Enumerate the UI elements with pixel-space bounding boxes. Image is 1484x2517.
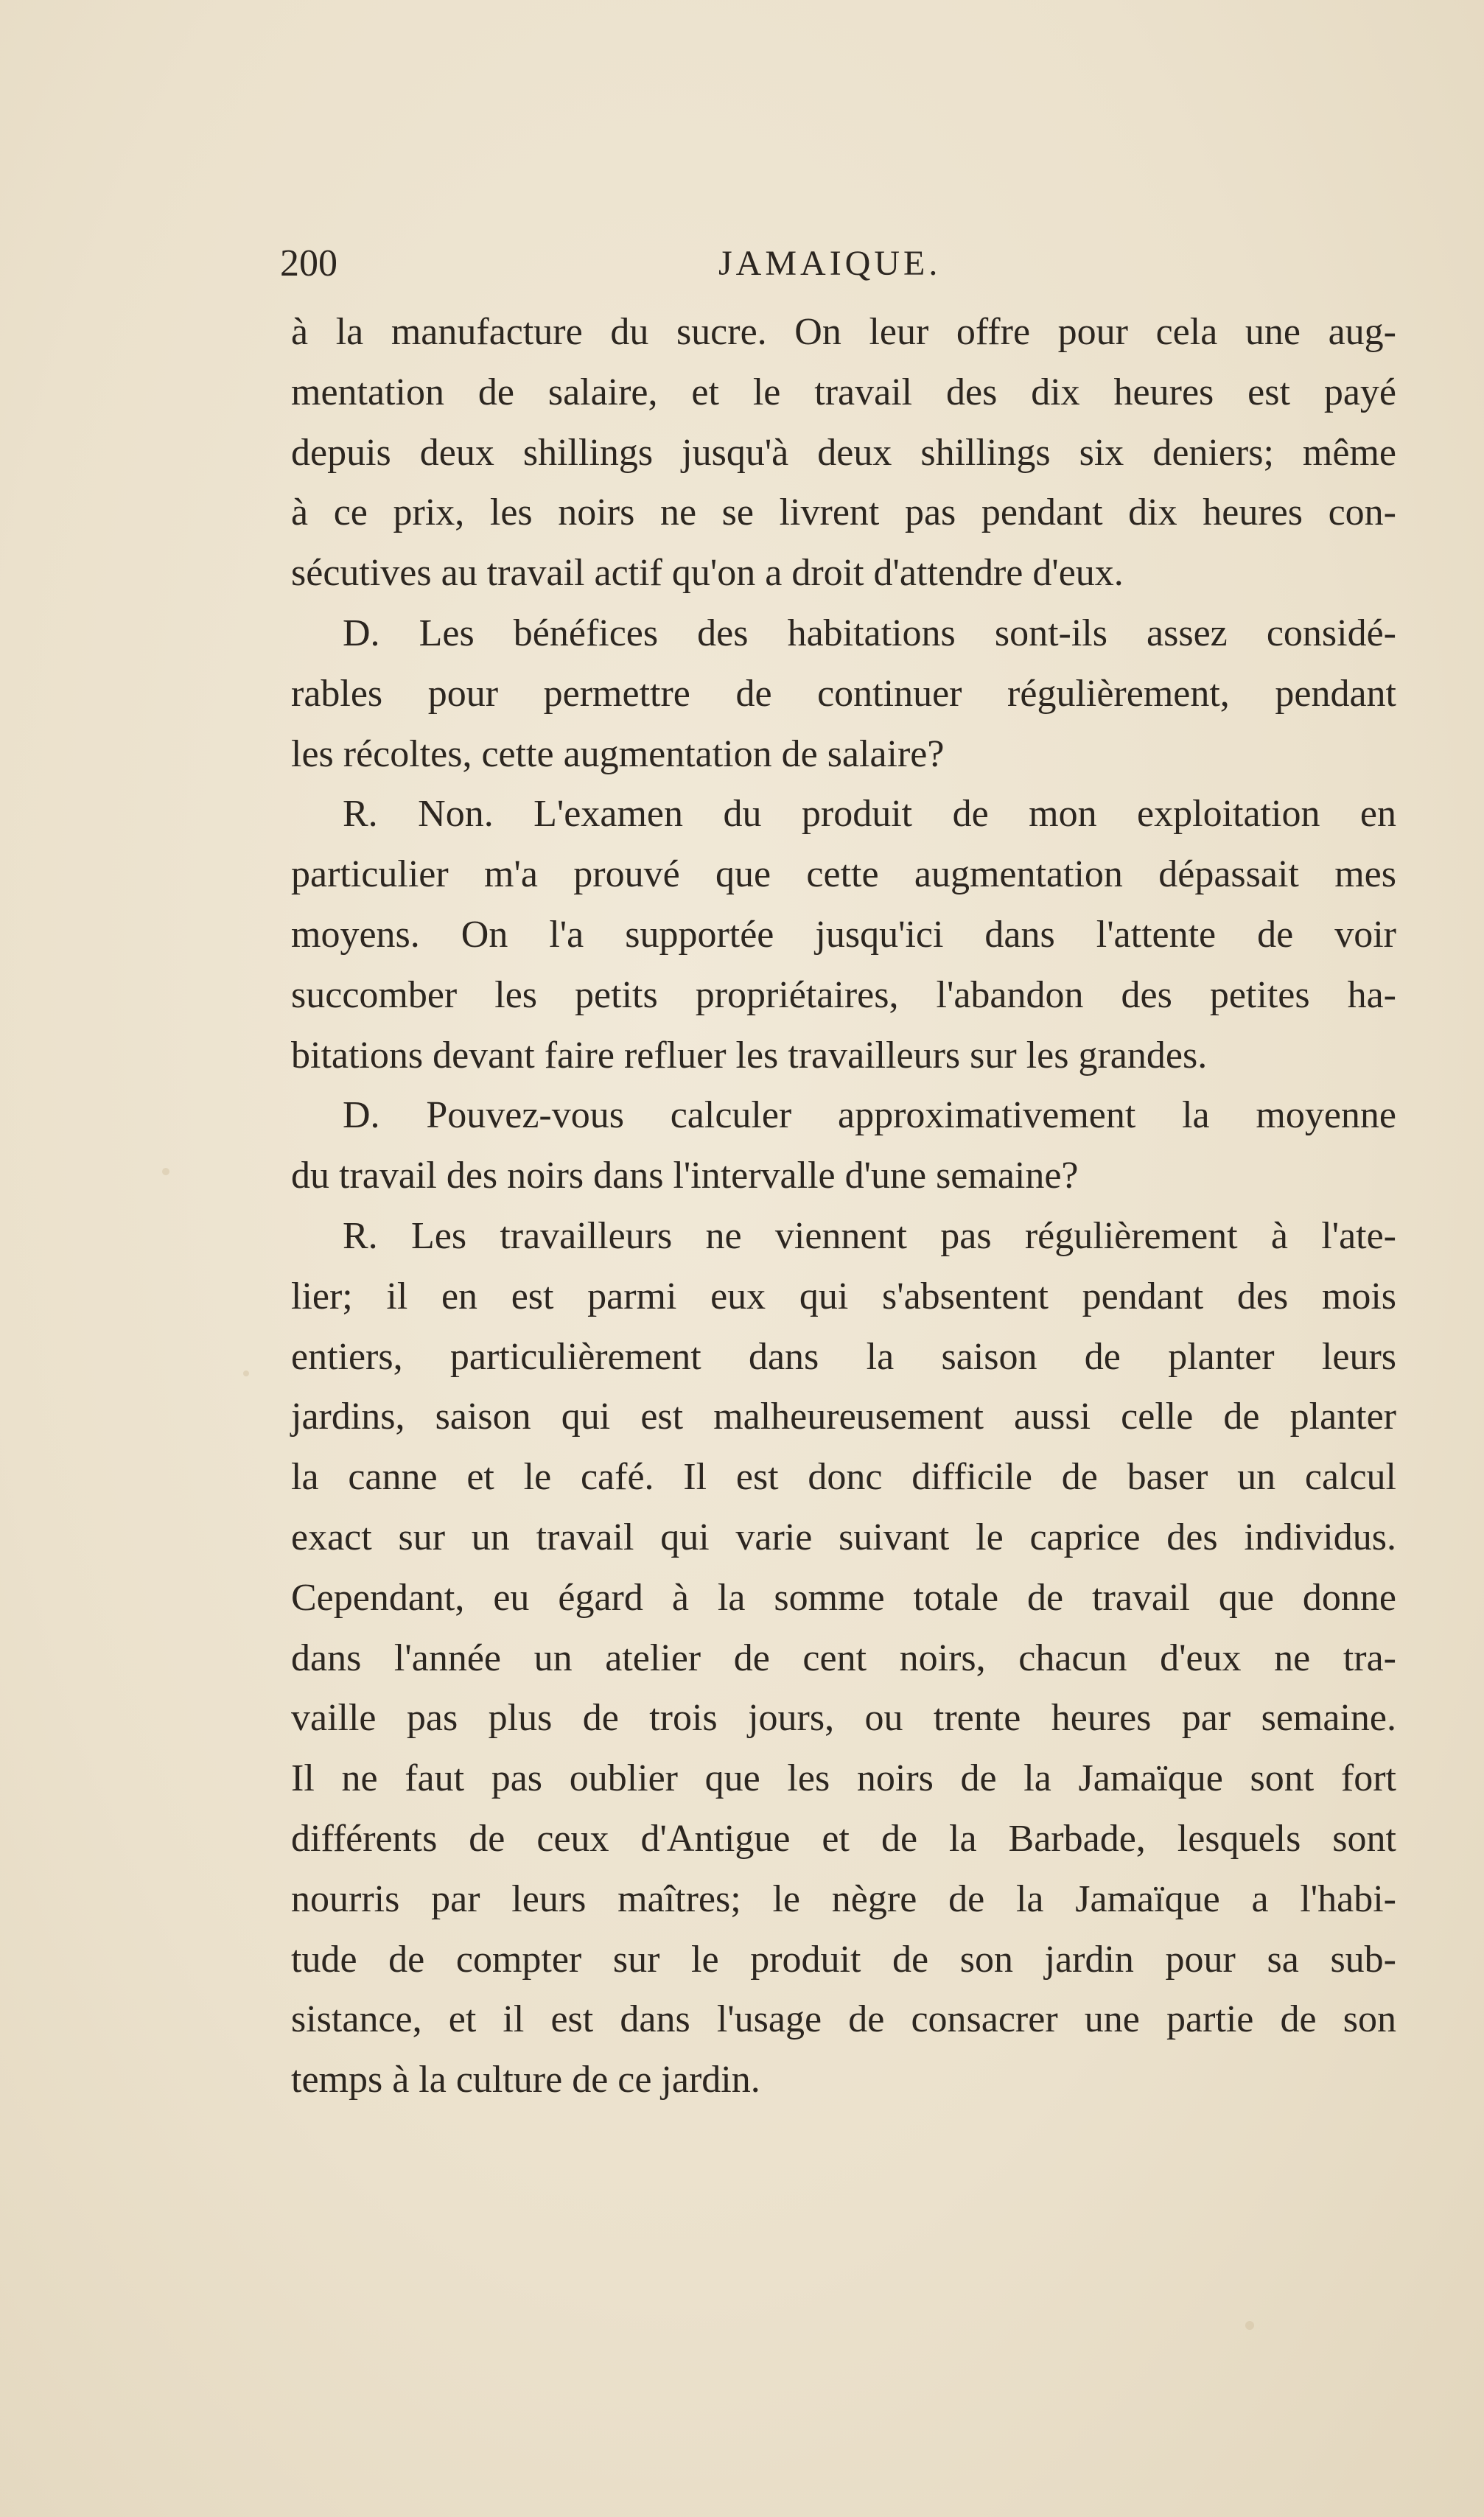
- text-line: D. Les bénéfices des habitations sont-ils assez considé-: [343, 612, 1396, 654]
- text-line: particulier m'a prouvé que cette augmentation dépassait mes: [291, 853, 1396, 896]
- text-line: depuis deux shillings jusqu'à deux shillings six deniers; même: [291, 431, 1396, 474]
- text-line: lier; il en est parmi eux qui s'absentent pendant des mois: [291, 1275, 1396, 1317]
- text-line: la canne et le café. Il est donc difficile de baser un calcul: [291, 1456, 1396, 1499]
- page-header: [280, 234, 1393, 293]
- text-line: vaille pas plus de trois jours, ou trente heures par semaine.: [291, 1697, 1396, 1740]
- text-line: sistance, et il est dans l'usage de consacrer une partie de son: [291, 1998, 1396, 2041]
- paper-foxing-spot: [162, 1168, 169, 1175]
- text-line: du travail des noirs dans l'intervalle d'une semaine?: [291, 1155, 1079, 1197]
- text-line: différents de ceux d'Antigue et de la Barbade, lesquels sont: [291, 1817, 1396, 1860]
- paper-foxing-spot: [1245, 2321, 1254, 2330]
- text-line: les récoltes, cette augmentation de salaire?: [291, 732, 945, 775]
- text-line: Il ne faut pas oublier que les noirs de la Jamaïque sont fort: [291, 1757, 1396, 1800]
- text-line: tude de compter sur le produit de son jardin pour sa sub-: [291, 1938, 1396, 1981]
- text-line: Cependant, eu égard à la somme totale de travail que donne: [291, 1576, 1396, 1619]
- text-line: succomber les petits propriétaires, l'abandon des petites ha-: [291, 973, 1396, 1016]
- text-line: bitations devant faire refluer les travailleurs sur les grandes.: [291, 1034, 1208, 1077]
- text-line: R. Non. L'examen du produit de mon exploitation en: [343, 793, 1396, 836]
- page-number: 200: [280, 242, 337, 284]
- text-line: R. Les travailleurs ne viennent pas régulièrement à l'ate-: [343, 1214, 1396, 1257]
- text-line: exact sur un travail qui varie suivant le caprice des individus.: [291, 1516, 1396, 1558]
- text-line: rables pour permettre de continuer régulièrement, pendant: [291, 672, 1396, 715]
- text-line: entiers, particulièrement dans la saison de planter leurs: [291, 1335, 1396, 1378]
- text-line: mentation de salaire, et le travail des dix heures est payé: [291, 371, 1396, 413]
- paper-foxing-spot: [243, 1370, 249, 1376]
- text-line: D. Pouvez-vous calculer approximativement la moyenne: [343, 1094, 1396, 1137]
- text-line: à ce prix, les noirs ne se livrent pas pendant dix heures con-: [291, 491, 1396, 534]
- body-text: [291, 302, 1396, 2110]
- text-line: moyens. On l'a supportée jusqu'ici dans l'attente de voir: [291, 913, 1396, 956]
- text-line: à la manufacture du sucre. On leur offre pour cela une aug-: [291, 311, 1396, 353]
- text-line: nourris par leurs maîtres; le nègre de la Jamaïque a l'habi-: [291, 1877, 1396, 1920]
- running-title: JAMAIQUE.: [718, 244, 942, 283]
- text-line: dans l'année un atelier de cent noirs, chacun d'eux ne tra-: [291, 1636, 1396, 1679]
- text-line: sécutives au travail actif qu'on a droit d'attendre d'eux.: [291, 552, 1124, 595]
- text-line: jardins, saison qui est malheureusement aussi celle de planter: [291, 1396, 1396, 1438]
- text-line: temps à la culture de ce jardin.: [291, 2059, 760, 2101]
